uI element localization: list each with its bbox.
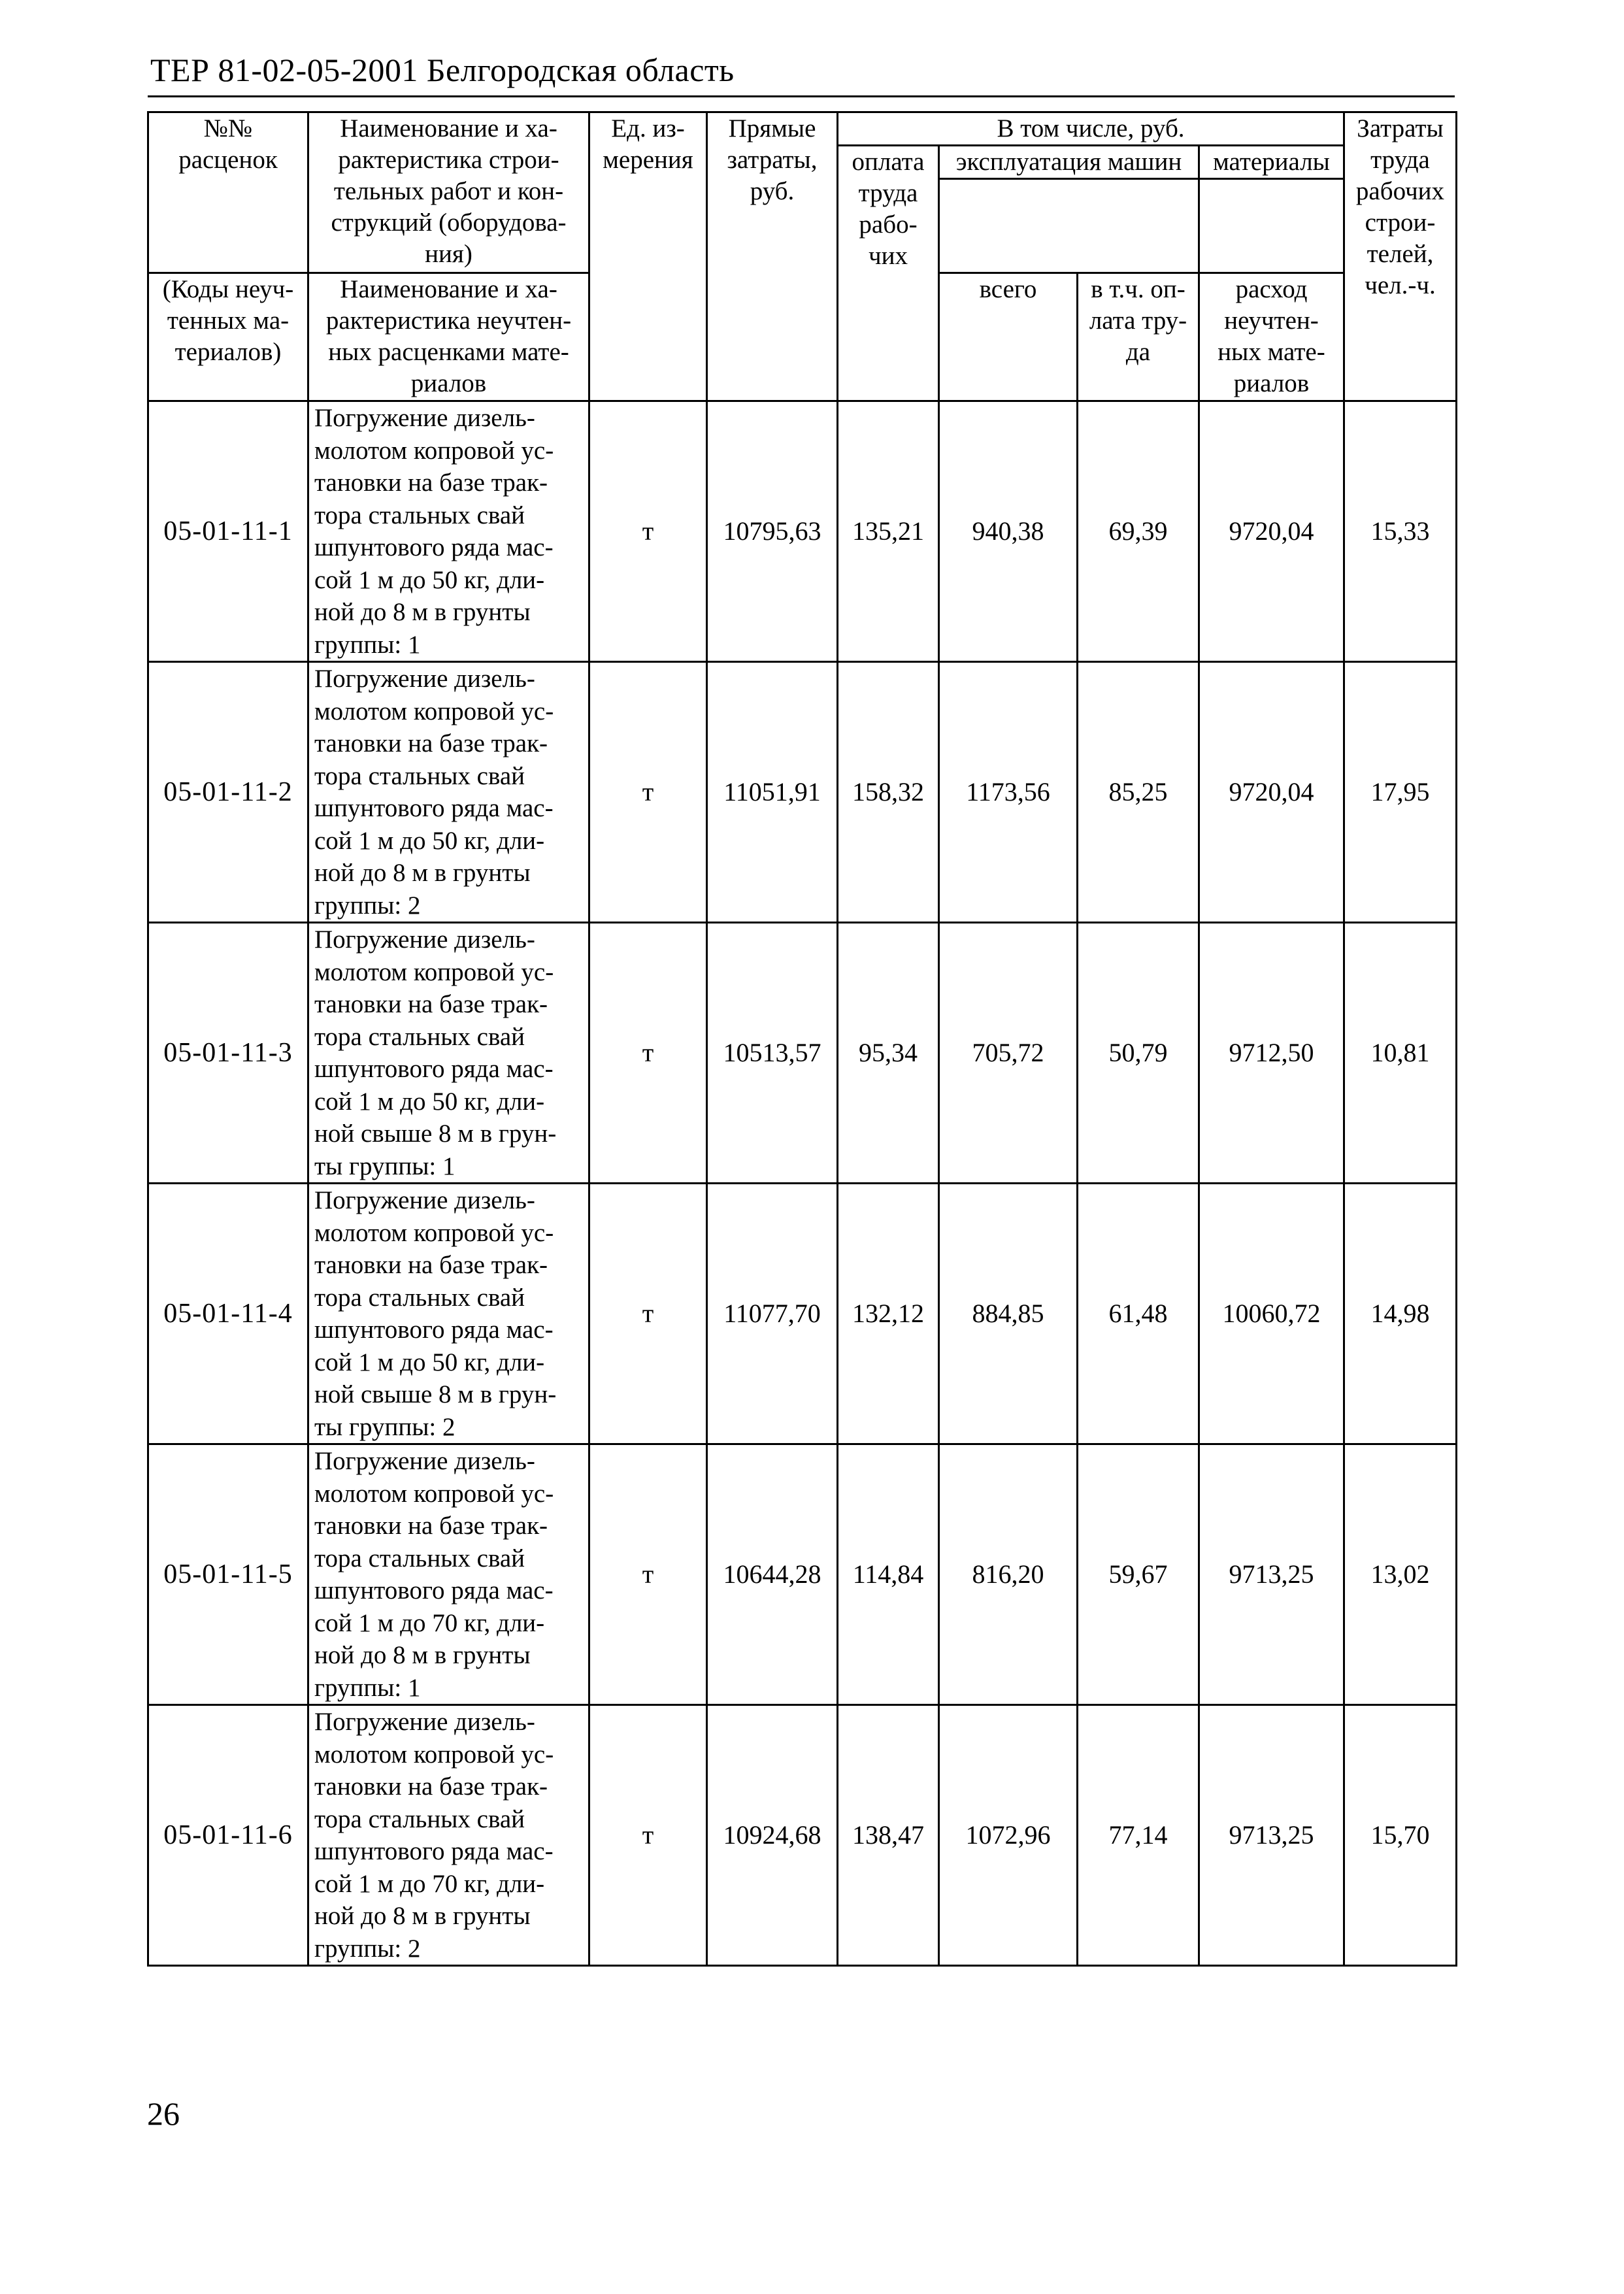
work-description-cell: Погружение дизель- молотом копровой ус- тановки на базе трак- тора стальных свай шпунтового ряда мас- сой 1 м до 70 кг, дли- ной до 8 м в грунты группы: 1	[308, 1444, 589, 1705]
machine-operation-total-cell: 940,38	[939, 401, 1078, 662]
table-row	[148, 401, 1457, 662]
worker-wages-cell: 132,12	[838, 1184, 939, 1444]
materials-cost-cell: 9713,25	[1199, 1444, 1344, 1705]
page-number: 26	[147, 2095, 180, 2132]
machine-operator-wages-cell: 69,39	[1078, 401, 1199, 662]
header-machines-spacer	[939, 179, 1199, 273]
header-wages: оплата труда рабо- чих	[838, 146, 939, 401]
worker-wages-cell: 135,21	[838, 401, 939, 662]
work-description-cell: Погружение дизель- молотом копровой ус- тановки на базе трак- тора стальных свай шпунтового ряда мас- сой 1 м до 50 кг, дли- ной свыше 8 м в грун- ты группы: 1	[308, 923, 589, 1184]
header-materials-unaccounted: расход неучтен- ных мате- риалов	[1199, 273, 1344, 401]
labor-hours-cell: 15,33	[1344, 401, 1457, 662]
materials-cost-cell: 9720,04	[1199, 401, 1344, 662]
machine-operation-total-cell: 884,85	[939, 1184, 1078, 1444]
unit-of-measure-cell: т	[589, 1444, 707, 1705]
rate-code-cell: 05-01-11-2	[148, 662, 308, 923]
rate-code-cell: 05-01-11-5	[148, 1444, 308, 1705]
materials-cost-cell: 9713,25	[1199, 1705, 1344, 1966]
rate-code-cell: 05-01-11-3	[148, 923, 308, 1184]
header-machines-total: всего	[939, 273, 1078, 401]
rate-code-cell: 05-01-11-6	[148, 1705, 308, 1966]
machine-operator-wages-cell: 50,79	[1078, 923, 1199, 1184]
machine-operator-wages-cell: 85,25	[1078, 662, 1199, 923]
machine-operation-total-cell: 816,20	[939, 1444, 1078, 1705]
header-machines: эксплуатация машин	[939, 146, 1199, 179]
worker-wages-cell: 95,34	[838, 923, 939, 1184]
work-description-cell: Погружение дизель- молотом копровой ус- тановки на базе трак- тора стальных свай шпунтового ряда мас- сой 1 м до 50 кг, дли- ной до 8 м в грунты группы: 1	[308, 401, 589, 662]
materials-cost-cell: 9720,04	[1199, 662, 1344, 923]
labor-hours-cell: 14,98	[1344, 1184, 1457, 1444]
header-labor: Затраты труда рабочих строи- телей, чел.-ч.	[1344, 112, 1457, 401]
worker-wages-cell: 138,47	[838, 1705, 939, 1966]
unit-of-measure-cell: т	[589, 1705, 707, 1966]
direct-costs-cell: 10644,28	[707, 1444, 838, 1705]
header-machines-wages: в т.ч. оп- лата тру- да	[1078, 273, 1199, 401]
header-direct-costs: Прямые затраты, руб.	[707, 112, 838, 401]
work-description-cell: Погружение дизель- молотом копровой ус- тановки на базе трак- тора стальных свай шпунтового ряда мас- сой 1 м до 70 кг, дли- ной до 8 м в грунты группы: 2	[308, 1705, 589, 1966]
unit-of-measure-cell: т	[589, 401, 707, 662]
worker-wages-cell: 158,32	[838, 662, 939, 923]
work-description-cell: Погружение дизель- молотом копровой ус- тановки на базе трак- тора стальных свай шпунтового ряда мас- сой 1 м до 50 кг, дли- ной свыше 8 м в грун- ты группы: 2	[308, 1184, 589, 1444]
machine-operation-total-cell: 705,72	[939, 923, 1078, 1184]
unit-of-measure-cell: т	[589, 923, 707, 1184]
direct-costs-cell: 10795,63	[707, 401, 838, 662]
direct-costs-cell: 10513,57	[707, 923, 838, 1184]
materials-cost-cell: 10060,72	[1199, 1184, 1344, 1444]
machine-operation-total-cell: 1173,56	[939, 662, 1078, 923]
table-header-row-1	[148, 112, 1457, 146]
page-header-title: ТЕР 81-02-05-2001 Белгородская область	[150, 52, 735, 88]
direct-costs-cell: 11077,70	[707, 1184, 838, 1444]
table-row	[148, 662, 1457, 923]
unit-of-measure-cell: т	[589, 1184, 707, 1444]
table-row	[148, 923, 1457, 1184]
machine-operator-wages-cell: 61,48	[1078, 1184, 1199, 1444]
header-materials-spacer	[1199, 179, 1344, 273]
direct-costs-cell: 10924,68	[707, 1705, 838, 1966]
machine-operation-total-cell: 1072,96	[939, 1705, 1078, 1966]
unit-of-measure-cell: т	[589, 662, 707, 923]
header-code-materials: (Коды неуч- тенных ма- териалов)	[148, 273, 308, 401]
rates-table	[147, 111, 1457, 1967]
labor-hours-cell: 17,95	[1344, 662, 1457, 923]
header-rule	[148, 95, 1455, 97]
labor-hours-cell: 10,81	[1344, 923, 1457, 1184]
rate-code-cell: 05-01-11-4	[148, 1184, 308, 1444]
table-row	[148, 1444, 1457, 1705]
header-including: В том числе, руб.	[838, 112, 1344, 146]
labor-hours-cell: 13,02	[1344, 1444, 1457, 1705]
header-unit: Ед. из- мерения	[589, 112, 707, 401]
header-materials: материалы	[1199, 146, 1344, 179]
work-description-cell: Погружение дизель- молотом копровой ус- тановки на базе трак- тора стальных свай шпунтового ряда мас- сой 1 м до 50 кг, дли- ной до 8 м в грунты группы: 2	[308, 662, 589, 923]
rate-code-cell: 05-01-11-1	[148, 401, 308, 662]
materials-cost-cell: 9712,50	[1199, 923, 1344, 1184]
header-name-materials: Наименование и ха- рактеристика неучтен- ных расценками мате- риалов	[308, 273, 589, 401]
labor-hours-cell: 15,70	[1344, 1705, 1457, 1966]
worker-wages-cell: 114,84	[838, 1444, 939, 1705]
machine-operator-wages-cell: 77,14	[1078, 1705, 1199, 1966]
direct-costs-cell: 11051,91	[707, 662, 838, 923]
header-code: №№ расценок	[148, 112, 308, 273]
machine-operator-wages-cell: 59,67	[1078, 1444, 1199, 1705]
header-name: Наименование и ха- рактеристика строи- тельных работ и кон- струкций (оборудова- ния)	[308, 112, 589, 273]
table-row	[148, 1705, 1457, 1966]
table-row	[148, 1184, 1457, 1444]
